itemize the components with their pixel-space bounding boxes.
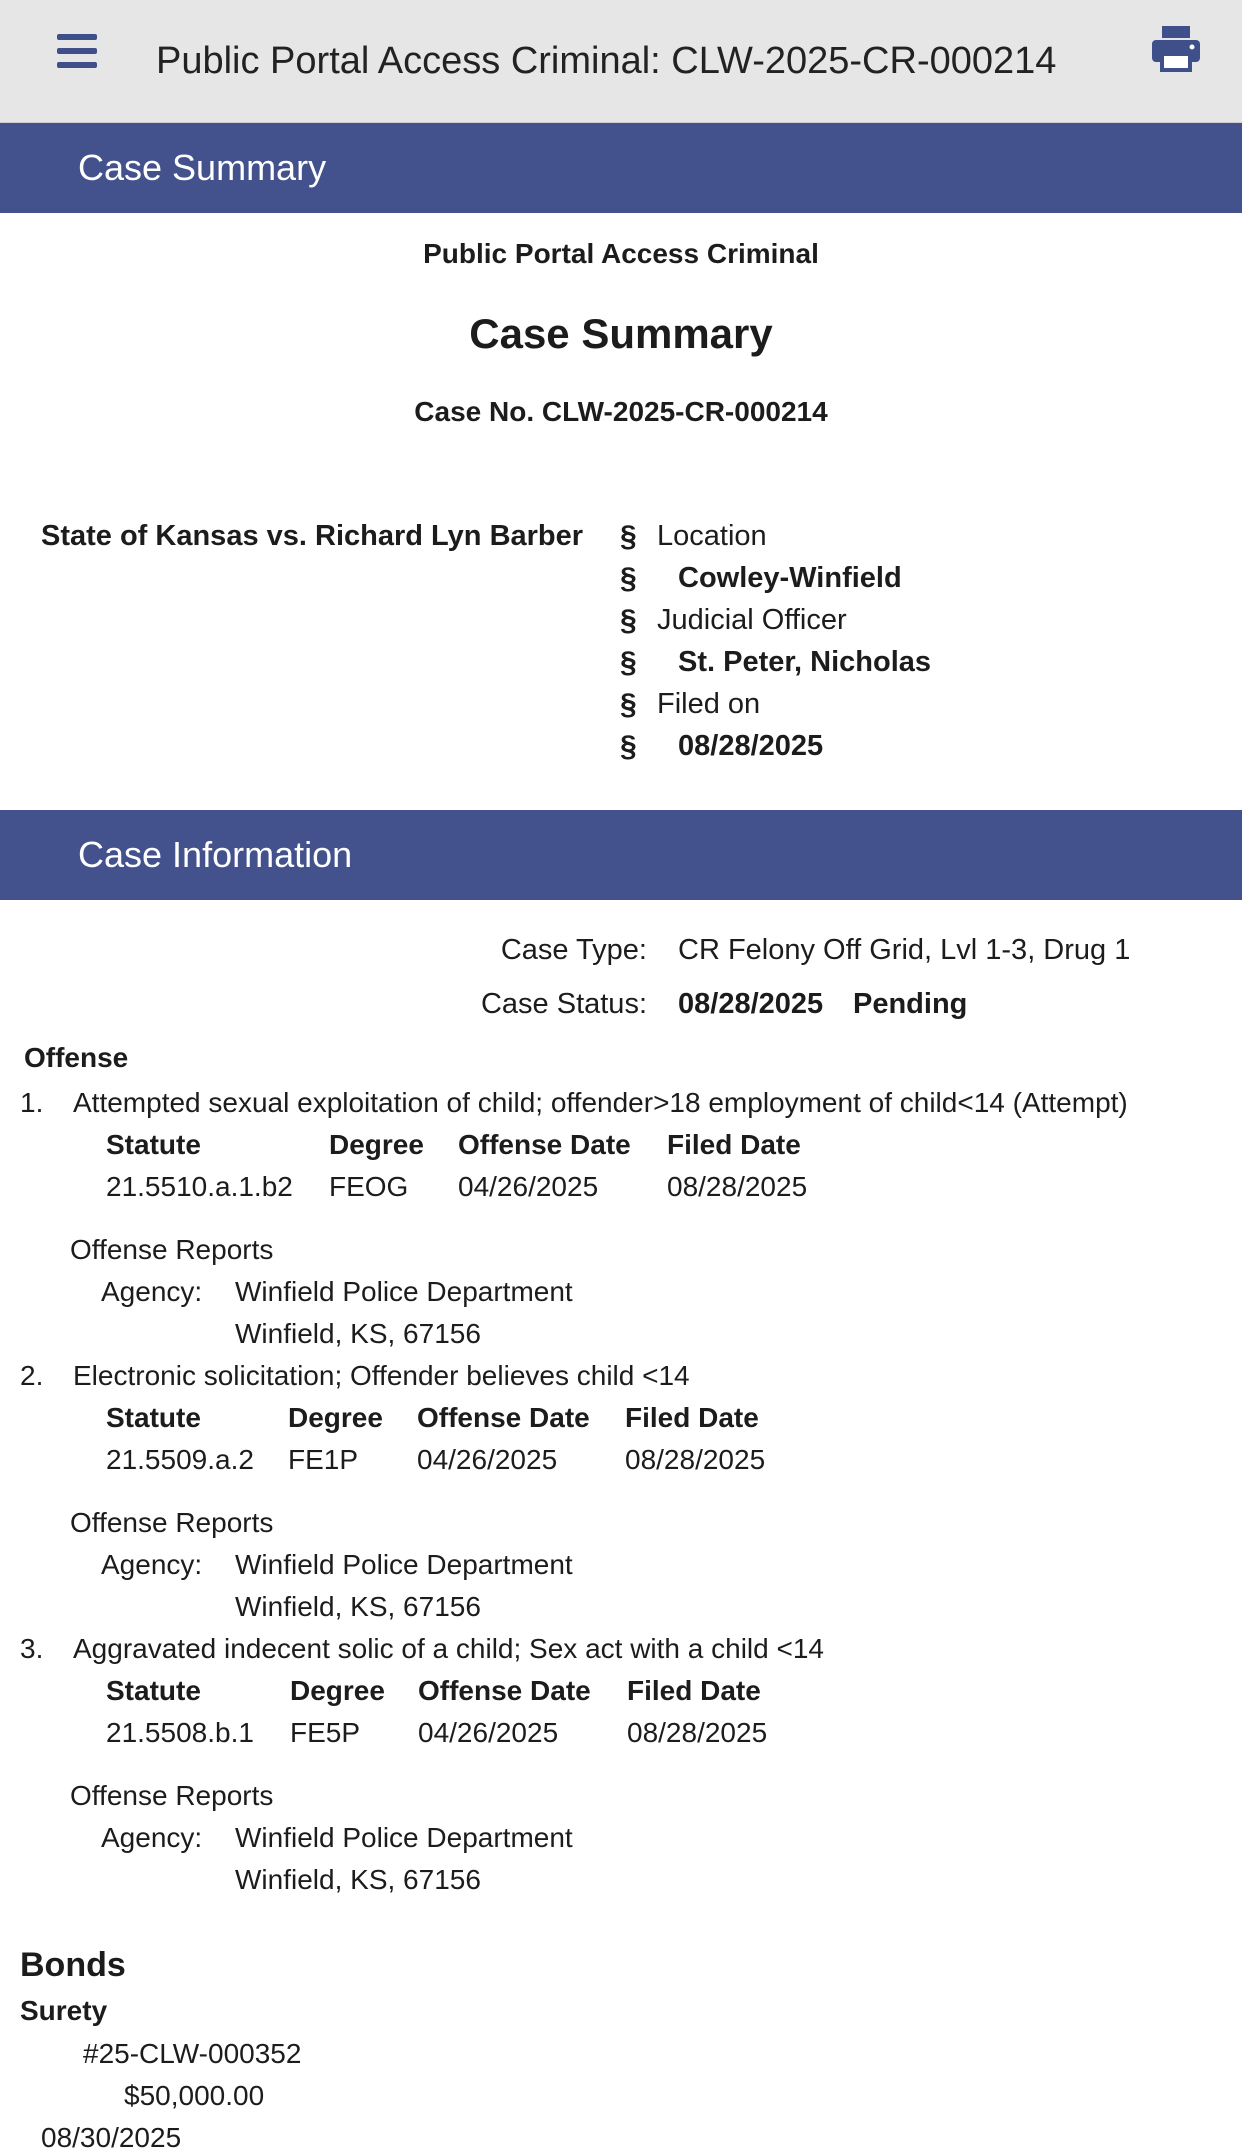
degree-header: Degree [288, 1402, 383, 1433]
case-status-value: Pending [853, 988, 968, 1020]
agency-address: Winfield, KS, 67156 [235, 1864, 481, 1895]
case-number: Case No. CLW-2025-CR-000214 [414, 396, 828, 427]
statute-header: Statute [106, 1402, 201, 1433]
bond-amount: $50,000.00 [124, 2080, 265, 2111]
agency-label: Agency: [101, 1276, 203, 1307]
case-type-label: Case Type: [500, 934, 647, 966]
degree-value: FEOG [329, 1171, 409, 1202]
section-mark: § [620, 604, 637, 637]
agency-name: Winfield Police Department [235, 1822, 573, 1853]
section-mark: § [620, 520, 637, 553]
case-information-section-header [0, 810, 1242, 900]
offense-reports-label: Offense Reports [70, 1234, 274, 1265]
offense-description: Aggravated indecent solic of a child; Sex act with a child <14 [73, 1633, 824, 1664]
statute-header: Statute [106, 1675, 201, 1706]
page-title: Public Portal Access Criminal: CLW-2025-CR-000214 [156, 40, 1057, 82]
case-type-value: CR Felony Off Grid, Lvl 1-3, Drug 1 [678, 934, 1131, 966]
agency-name: Winfield Police Department [235, 1549, 573, 1580]
bond-type: Surety [20, 1995, 108, 2026]
offense-description: Attempted sexual exploitation of child; offender>18 employment of child<14 (Attempt) [73, 1087, 1128, 1118]
degree-header: Degree [290, 1675, 385, 1706]
hamburger-menu-icon[interactable] [57, 34, 97, 70]
statute-value: 21.5510.a.1.b2 [106, 1171, 293, 1202]
section-mark: § [620, 562, 637, 595]
section-mark: § [620, 730, 637, 763]
case-status-date: 08/28/2025 [678, 988, 824, 1020]
agency-address: Winfield, KS, 67156 [235, 1318, 481, 1349]
statute-value: 21.5508.b.1 [106, 1717, 254, 1748]
offense-reports-label: Offense Reports [70, 1507, 274, 1538]
offense-heading: Offense [24, 1042, 129, 1073]
offense-reports-label: Offense Reports [70, 1780, 274, 1811]
statute-value: 21.5509.a.2 [106, 1444, 254, 1475]
section-title: Case Information [78, 834, 353, 875]
degree-value: FE1P [288, 1444, 359, 1475]
case-parties: State of Kansas vs. Richard Lyn Barber [41, 520, 584, 552]
offense-date-header: Offense Date [458, 1129, 631, 1160]
filed-date-value: 08/28/2025 [627, 1717, 768, 1748]
offense-date-value: 04/26/2025 [417, 1444, 558, 1475]
filed-date-header: Filed Date [667, 1129, 801, 1160]
filed-date-value: 08/28/2025 [625, 1444, 766, 1475]
bond-date: 08/30/2025 [41, 2122, 182, 2153]
statute-header: Statute [106, 1129, 201, 1160]
agency-label: Agency: [101, 1549, 203, 1580]
offense-date-value: 04/26/2025 [458, 1171, 599, 1202]
agency-address: Winfield, KS, 67156 [235, 1591, 481, 1622]
filed-date-header: Filed Date [625, 1402, 759, 1433]
filed-date-header: Filed Date [627, 1675, 761, 1706]
degree-header: Degree [329, 1129, 424, 1160]
top-bar [0, 0, 1242, 123]
filed-date-value: 08/28/2025 [667, 1171, 808, 1202]
offense-date-value: 04/26/2025 [418, 1717, 559, 1748]
location-label: Location [657, 520, 767, 552]
offense-number: 2. [20, 1360, 44, 1391]
section-mark: § [620, 646, 637, 679]
offense-description: Electronic solicitation; Offender believes child <14 [73, 1360, 690, 1391]
bonds-heading: Bonds [20, 1946, 126, 1984]
agency-name: Winfield Police Department [235, 1276, 573, 1307]
judicial-officer-value: St. Peter, Nicholas [678, 646, 932, 678]
judicial-officer-label: Judicial Officer [657, 604, 847, 636]
bond-number: #25-CLW-000352 [83, 2038, 302, 2069]
section-title: Case Summary [78, 147, 327, 188]
summary-title: Case Summary [469, 310, 773, 357]
agency-label: Agency: [101, 1822, 203, 1853]
offense-number: 3. [20, 1633, 44, 1664]
offense-date-header: Offense Date [417, 1402, 590, 1433]
degree-value: FE5P [290, 1717, 361, 1748]
filed-on-label: Filed on [657, 688, 761, 720]
filed-on-value: 08/28/2025 [678, 730, 824, 762]
offense-number: 1. [20, 1087, 44, 1118]
section-mark: § [620, 688, 637, 721]
case-summary-section-header [0, 123, 1242, 213]
portal-name: Public Portal Access Criminal [423, 238, 819, 269]
case-status-label: Case Status: [480, 988, 647, 1020]
offense-date-header: Offense Date [418, 1675, 591, 1706]
printer-icon[interactable] [1152, 26, 1200, 72]
location-value: Cowley-Winfield [678, 562, 902, 594]
